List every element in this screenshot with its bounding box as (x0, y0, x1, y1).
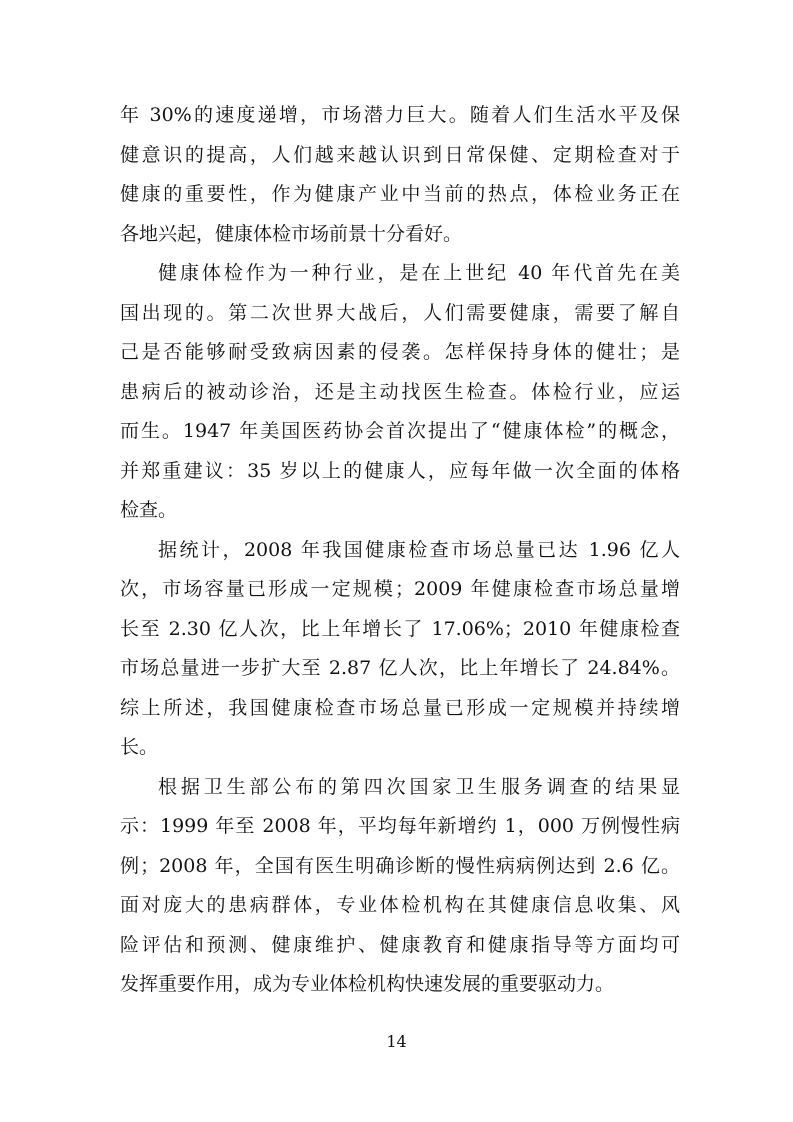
text-line: 国出现的。第二次世界大战后，人们需要健康，需要了解自 (120, 301, 680, 324)
text-line: 综上所述，我国健康检查市场总量已形成一定规模并持续增 (120, 696, 680, 719)
text-line: 面对庞大的患病群体，专业体检机构在其健康信息收集、风 (120, 894, 680, 916)
text-line: 而生。1947 年美国医药协会首次提出了“健康体检”的概念， (120, 420, 680, 442)
text-line: 健康体检作为一种行业，是在上世纪 40 年代首先在美 (158, 262, 680, 284)
text-line: 险评估和预测、健康维护、健康教育和健康指导等方面均可 (120, 933, 680, 956)
body-text (120, 96, 680, 1005)
text-line: 长至 2.30 亿人次，比上年增长了 17.06%；2010 年健康检查 (120, 617, 680, 640)
text-line: 发挥重要作用，成为专业体检机构快速发展的重要驱动力。 (120, 973, 615, 995)
text-line: 据统计，2008 年我国健康检查市场总量已达 1.96 亿人 (158, 538, 680, 561)
text-line: 各地兴起，健康体检市场前景十分看好。 (120, 222, 463, 245)
text-line: 长。 (120, 736, 159, 758)
text-line: 年 30%的速度递增，市场潜力巨大。随着人们生活水平及保 (120, 104, 680, 126)
text-line: 例；2008 年，全国有医生明确诊断的慢性病病例达到 2.6 亿。 (120, 854, 680, 877)
text-line: 己是否能够耐受致病因素的侵袭。怎样保持身体的健壮；是 (120, 341, 680, 363)
text-line: 根据卫生部公布的第四次国家卫生服务调查的结果显 (158, 775, 680, 798)
page-number: 14 (386, 1032, 407, 1051)
text-line: 检查。 (120, 499, 178, 521)
text-line: 患病后的被动诊治，还是主动找医生检查。体检行业，应运 (120, 380, 680, 403)
text-line: 次，市场容量已形成一定规模；2009 年健康检查市场总量增 (120, 578, 680, 600)
text-line: 并郑重建议：35 岁以上的健康人，应每年做一次全面的体格 (120, 459, 680, 482)
text-line: 健意识的提高，人们越来越认识到日常保健、定期检查对于 (120, 143, 680, 166)
text-line: 健康的重要性，作为健康产业中当前的热点，体检业务正在 (120, 183, 680, 205)
text-line: 示：1999 年至 2008 年，平均每年新增约 1，000 万例慢性病 (120, 815, 680, 837)
text-line: 市场总量进一步扩大至 2.87 亿人次，比上年增长了 24.84%。 (120, 657, 680, 679)
